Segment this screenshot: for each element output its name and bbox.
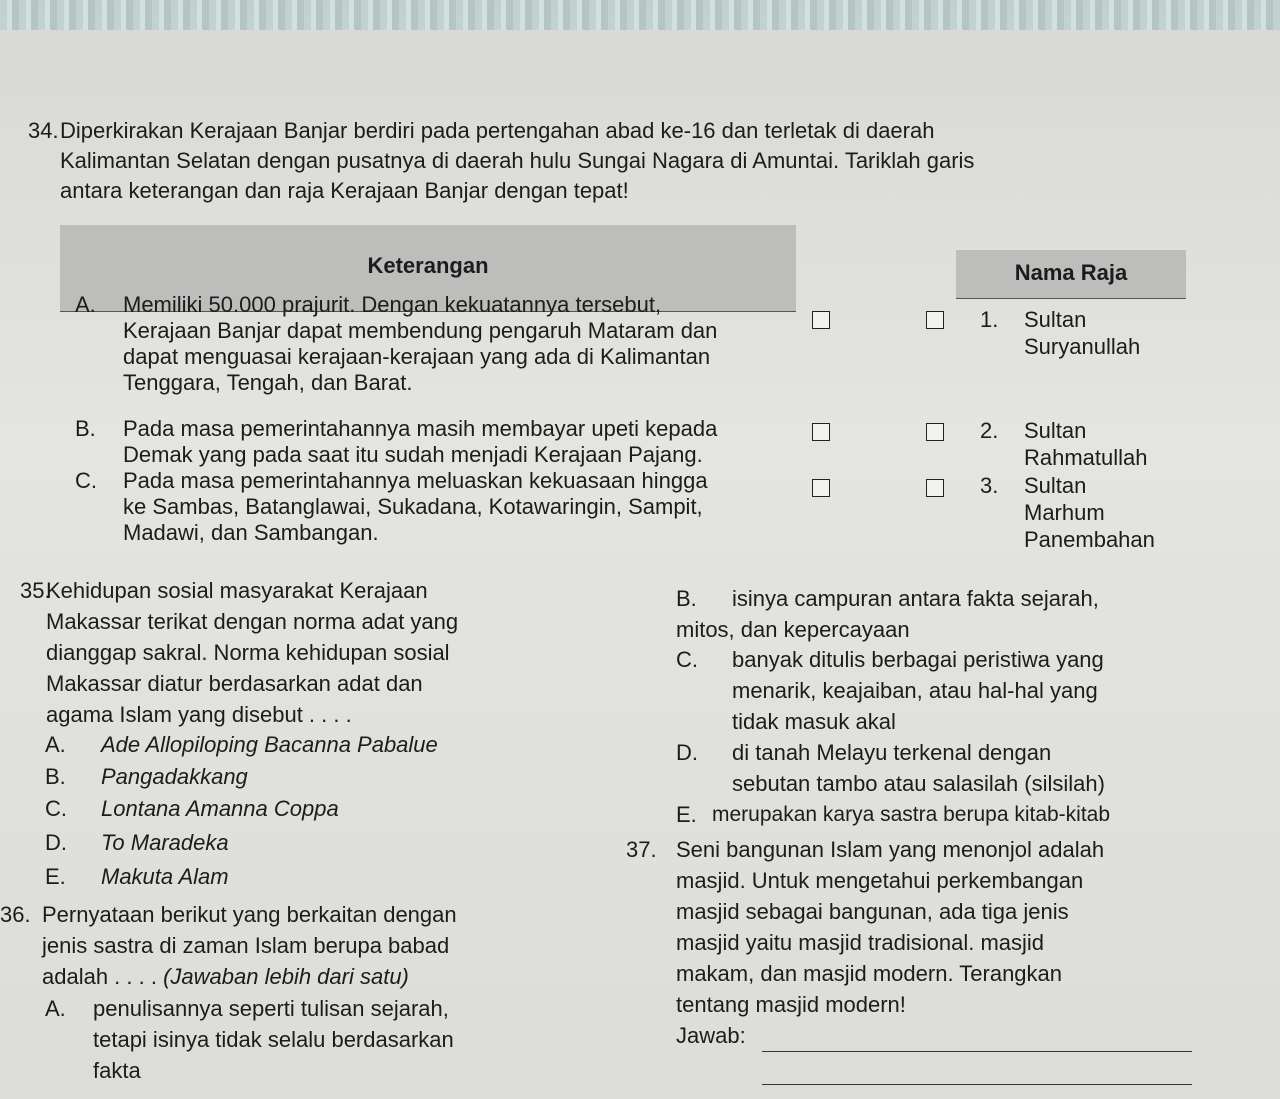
q36-number: 36.	[0, 902, 31, 927]
q35-options	[45, 729, 565, 895]
option-text: Ade Allopiloping Bacanna Pabalue	[101, 732, 438, 757]
option-text: Pangadakkang	[101, 764, 248, 789]
raja-number: 1.	[980, 307, 999, 332]
item-line: Kerajaan Banjar dapat membendung pengaruh Mataram dan	[123, 318, 718, 343]
match-box-a[interactable]	[812, 311, 830, 329]
q37-line: Seni bangunan Islam yang menonjol adalah	[676, 837, 1105, 862]
torn-paper-edge	[0, 0, 1280, 30]
q35-option-d[interactable]	[45, 827, 565, 861]
match-box-b[interactable]	[812, 423, 830, 441]
q35-option-a[interactable]	[45, 729, 565, 761]
item-line: Memiliki 50.000 prajurit. Dengan kekuatannya tersebut,	[123, 292, 662, 317]
q34-stem-line2: Kalimantan Selatan dengan pusatnya di daerah hulu Sungai Nagara di Amuntai. Tariklah garis	[60, 148, 975, 173]
q37-line: tentang masjid modern!	[676, 992, 906, 1017]
option-label: A.	[45, 996, 66, 1021]
raja-line: Sultan	[1024, 307, 1087, 332]
q35-option-b[interactable]	[45, 761, 565, 793]
answer-line-2[interactable]	[762, 1084, 1192, 1085]
option-line: tidak masuk akal	[732, 709, 896, 734]
option-label: D.	[676, 740, 698, 765]
raja-line: Sultan	[1024, 418, 1087, 443]
q37-number: 37.	[626, 837, 657, 862]
option-line: di tanah Melayu terkenal dengan	[732, 740, 1052, 765]
q34-number: 34.	[28, 118, 59, 143]
item-label: B.	[75, 416, 96, 441]
option-label: A.	[45, 732, 66, 757]
q36-stem-line: jenis sastra di zaman Islam berupa babad	[42, 933, 450, 958]
option-line: penulisannya seperti tulisan sejarah,	[93, 996, 449, 1021]
item-line: ke Sambas, Batanglawai, Sukadana, Kotawaringin, Sampit,	[123, 494, 703, 519]
q35-stem-line: agama Islam yang disebut . . . .	[46, 702, 352, 727]
q35-option-c[interactable]	[45, 793, 565, 827]
q34-stem-line1: Diperkirakan Kerajaan Banjar berdiri pada pertengahan abad ke-16 dan terletak di daerah	[60, 118, 935, 143]
item-line: dapat menguasai kerajaan-kerajaan yang ada di Kalimantan	[123, 344, 711, 369]
q35-option-e[interactable]	[45, 861, 565, 895]
option-line: sebutan tambo atau salasilah (silsilah)	[732, 771, 1105, 796]
q36-stem-line: Pernyataan berikut yang berkaitan dengan	[42, 902, 457, 927]
raja-line: Panembahan	[1024, 527, 1155, 552]
q35-stem-line: Makassar terikat dengan norma adat yang	[46, 609, 459, 634]
q37-answer-label: Jawab:	[676, 1023, 746, 1048]
option-text: Makuta Alam	[101, 864, 229, 889]
item-line: Tenggara, Tengah, dan Barat.	[123, 370, 413, 395]
q35-stem-line: Kehidupan sosial masyarakat Kerajaan	[46, 578, 428, 603]
raja-line: Rahmatullah	[1024, 445, 1148, 470]
match-box-1[interactable]	[926, 311, 944, 329]
q35-number: 35.	[20, 578, 51, 603]
raja-line: Marhum	[1024, 500, 1105, 525]
match-box-3[interactable]	[926, 479, 944, 497]
item-line: Pada masa pemerintahannya meluaskan kekuasaan hingga	[123, 468, 708, 493]
option-label: B.	[676, 586, 697, 611]
option-line: merupakan karya sastra berupa kitab-kitab	[712, 803, 1111, 826]
q37-line: masjid sebagai bangunan, ada tiga jenis	[676, 899, 1069, 924]
option-label: E.	[676, 802, 697, 827]
q37-line: masjid. Untuk mengetahui perkembangan	[676, 868, 1084, 893]
raja-line: Sultan	[1024, 473, 1087, 498]
option-line: tetapi isinya tidak selalu berdasarkan	[93, 1027, 454, 1052]
q36-stem-text: adalah . . . .	[42, 964, 164, 989]
raja-line: Suryanullah	[1024, 334, 1141, 359]
option-text: Lontana Amanna Coppa	[101, 796, 339, 821]
item-line: Demak yang pada saat itu sudah menjadi Kerajaan Pajang.	[123, 442, 703, 467]
match-box-c[interactable]	[812, 479, 830, 497]
q35-stem-line: dianggap sakral. Norma kehidupan sosial	[46, 640, 450, 665]
raja-number: 3.	[980, 473, 999, 498]
match-box-2[interactable]	[926, 423, 944, 441]
option-label: C.	[45, 796, 67, 821]
q35-stem-line: Makassar diatur berdasarkan adat dan	[46, 671, 423, 696]
option-line: menarik, keajaiban, atau hal-hal yang	[732, 678, 1098, 703]
item-line: Madawi, dan Sambangan.	[123, 520, 379, 545]
nama-raja-header: Nama Raja	[956, 250, 1186, 299]
q37-line: masjid yaitu masjid tradisional. masjid	[676, 930, 1045, 955]
option-line: banyak ditulis berbagai peristiwa yang	[732, 647, 1104, 672]
option-label: C.	[676, 647, 698, 672]
item-line: Pada masa pemerintahannya masih membayar upeti kepada	[123, 416, 718, 441]
q34-stem-line3: antara keterangan dan raja Kerajaan Banjar dengan tepat!	[60, 178, 629, 203]
raja-number: 2.	[980, 418, 999, 443]
q36-stem-note: (Jawaban lebih dari satu)	[163, 964, 409, 989]
option-label: D.	[45, 830, 67, 855]
answer-line-1[interactable]	[762, 1051, 1192, 1052]
option-label: B.	[45, 764, 66, 789]
option-label: E.	[45, 864, 66, 889]
q36-stem-line	[42, 961, 570, 992]
item-label: A.	[75, 292, 96, 317]
option-line: isinya campuran antara fakta sejarah,	[732, 586, 1099, 611]
item-label: C.	[75, 468, 97, 493]
option-line: mitos, dan kepercayaan	[676, 617, 910, 642]
option-line: fakta	[93, 1058, 141, 1083]
q37-line: makam, dan masjid modern. Terangkan	[676, 961, 1063, 986]
keterangan-header: Keterangan	[60, 225, 796, 312]
option-text: To Maradeka	[101, 830, 229, 855]
